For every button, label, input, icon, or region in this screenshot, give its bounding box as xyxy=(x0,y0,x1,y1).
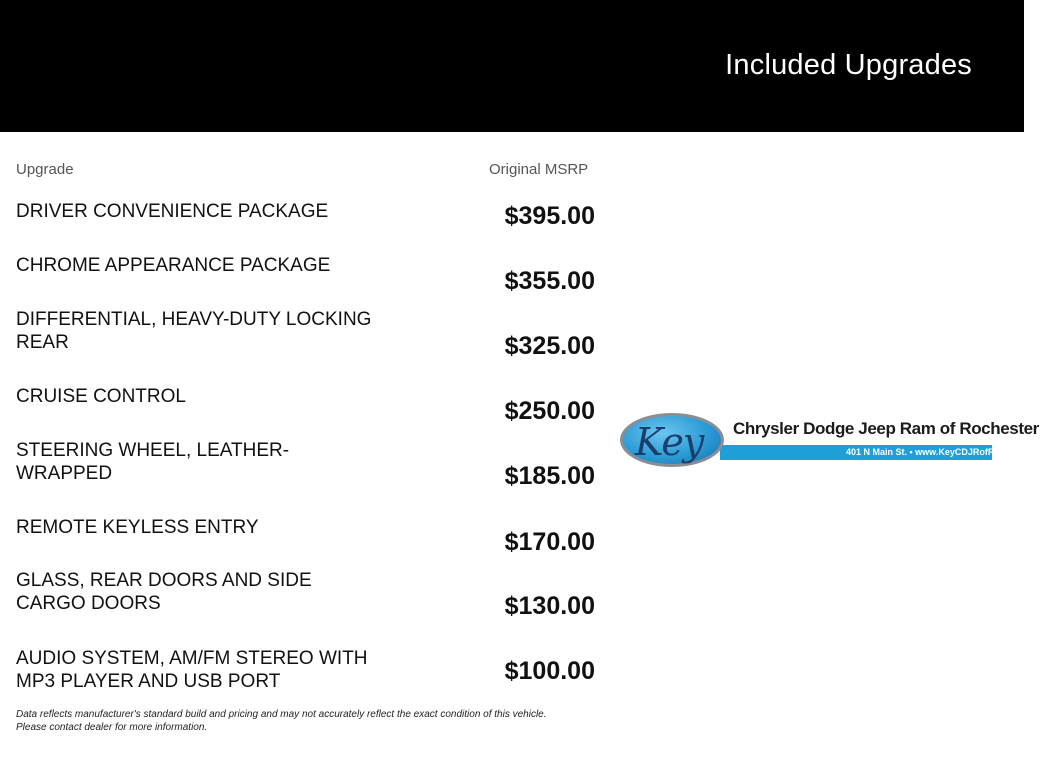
upgrade-price: $170.00 xyxy=(504,528,595,556)
upgrade-price: $185.00 xyxy=(504,462,595,490)
upgrade-price: $325.00 xyxy=(504,332,595,360)
disclaimer-line: Please contact dealer for more information. xyxy=(16,722,208,733)
upgrade-price: $100.00 xyxy=(504,657,595,685)
column-header-upgrade: Upgrade xyxy=(16,161,74,178)
upgrade-price: $395.00 xyxy=(504,202,595,230)
dealer-logo xyxy=(620,413,1052,469)
logo-dealer-name: Chrysler Dodge Jeep Ram of Rochester xyxy=(733,419,1039,438)
upgrade-price: $130.00 xyxy=(504,592,595,620)
upgrade-name: DIFFERENTIAL, HEAVY-DUTY LOCKING REAR xyxy=(16,309,372,353)
upgrade-name: STEERING WHEEL, LEATHER-WRAPPED xyxy=(16,440,290,484)
header-bar xyxy=(0,0,1024,132)
logo-address-bar xyxy=(720,445,1052,460)
upgrade-price: $355.00 xyxy=(504,267,595,295)
upgrade-name: DRIVER CONVENIENCE PACKAGE xyxy=(16,201,329,222)
logo-brand: Key xyxy=(635,420,704,464)
disclaimer-line: Data reflects manufacturer's standard build and pricing and may not accurately reflect the exact condition of this vehicle. xyxy=(16,709,547,720)
key-oval-icon xyxy=(620,413,724,467)
upgrade-name: REMOTE KEYLESS ENTRY xyxy=(16,517,259,538)
column-header-msrp: Original MSRP xyxy=(489,161,589,178)
upgrade-name: GLASS, REAR DOORS AND SIDE CARGO DOORS xyxy=(16,570,312,614)
upgrade-name: AUDIO SYSTEM, AM/FM STEREO WITH MP3 PLAYER AND USB PORT xyxy=(16,648,368,692)
upgrade-name: CRUISE CONTROL xyxy=(16,386,186,407)
page-title: Included Upgrades xyxy=(725,49,972,81)
disclaimer-text xyxy=(16,708,616,734)
upgrade-price: $250.00 xyxy=(504,397,595,425)
upgrade-name: CHROME APPEARANCE PACKAGE xyxy=(16,255,331,276)
logo-address: 401 N Main St. • www.KeyCDJRofRochester.com xyxy=(846,447,1052,457)
